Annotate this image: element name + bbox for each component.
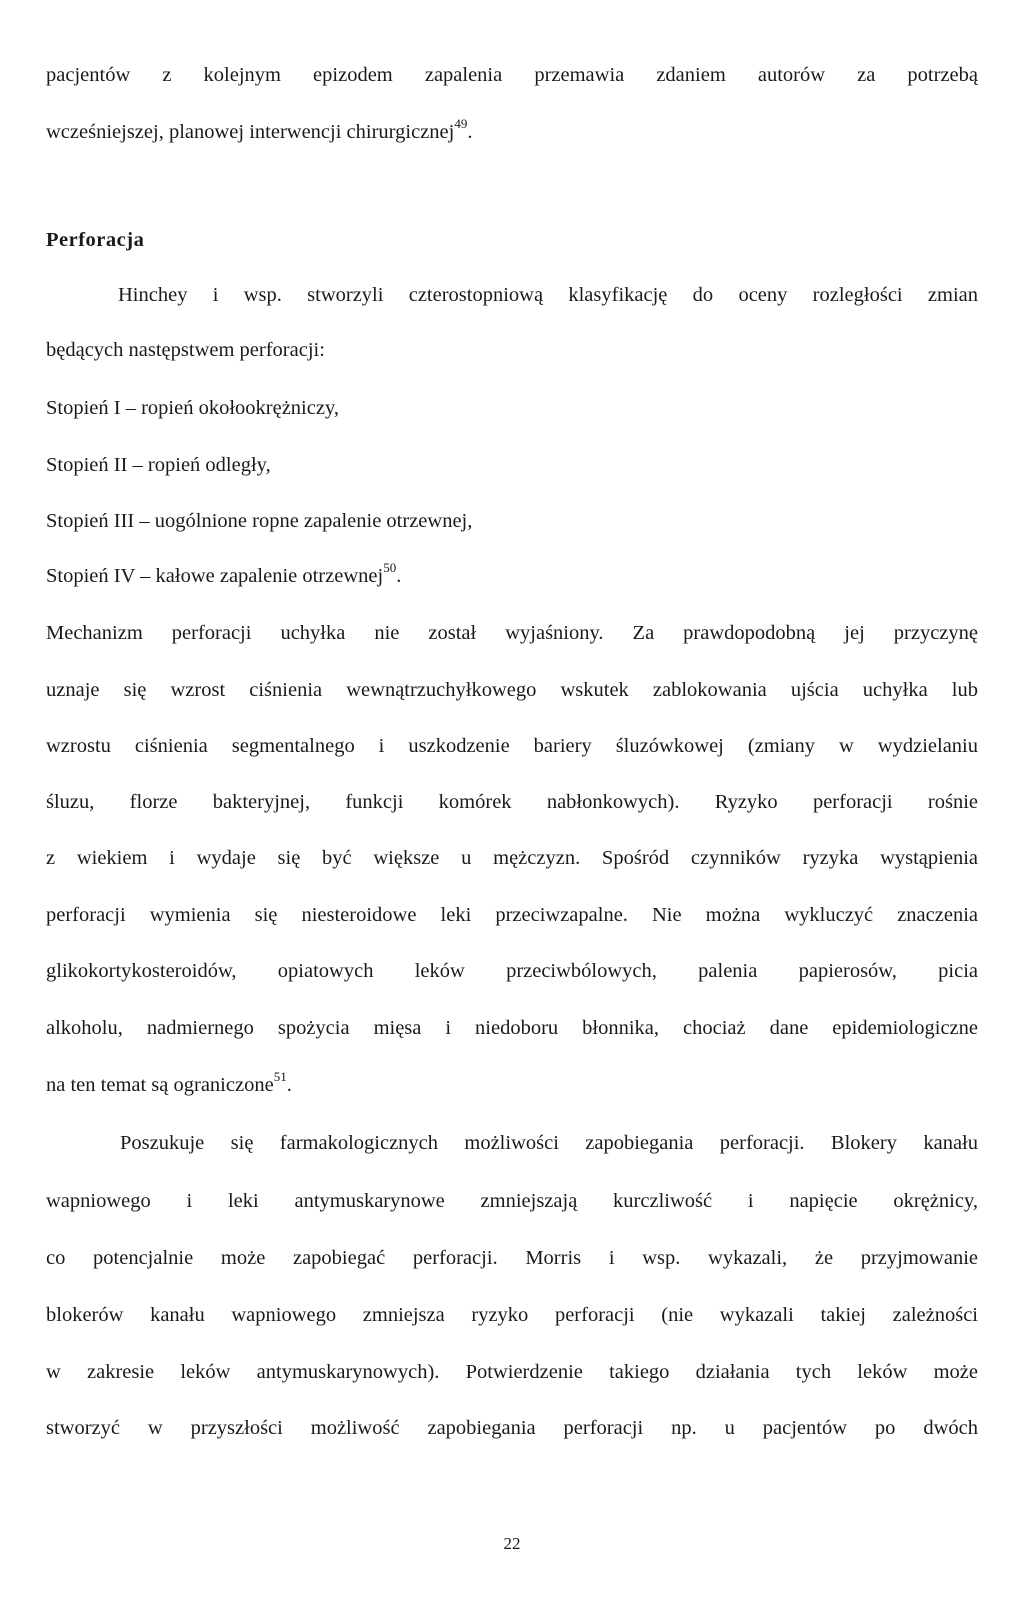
footnote-ref: 50 bbox=[383, 560, 397, 576]
paragraph-line: co potencjalnie może zapobiegać perforacji. Morris i wsp. wykazali, że przyjmowanie bbox=[46, 1247, 978, 1269]
section-heading: Perforacja bbox=[46, 229, 145, 251]
line-end: . bbox=[467, 121, 473, 143]
paragraph-line: perforacji wymienia się niesteroidowe leki przeciwzapalne. Nie można wykluczyć znaczenia bbox=[46, 904, 978, 926]
paragraph-line: alkoholu, nadmiernego spożycia mięsa i niedoboru błonnika, chociaż dane epidemiologiczne bbox=[46, 1017, 978, 1039]
line-end: . bbox=[396, 565, 402, 587]
paragraph-line bbox=[46, 1069, 978, 1098]
paragraph-line: z wiekiem i wydaje się być większe u mężczyzn. Spośród czynników ryzyka wystąpienia bbox=[46, 847, 978, 869]
line-text: wcześniejszej, planowej interwencji chirurgicznej bbox=[46, 121, 455, 143]
line-end: . bbox=[286, 1074, 292, 1096]
paragraph-line: śluzu, florze bakteryjnej, funkcji komórek nabłonkowych). Ryzyko perforacji rośnie bbox=[46, 791, 978, 813]
paragraph-line: wapniowego i leki antymuskarynowe zmniejszają kurczliwość i napięcie okrężnicy, bbox=[46, 1190, 978, 1212]
stage-item: Stopień I – ropień okołookrężniczy, bbox=[46, 397, 339, 419]
paragraph-line: pacjentów z kolejnym epizodem zapalenia przemawia zdaniem autorów za potrzebą bbox=[46, 64, 978, 86]
paragraph-line: Hinchey i wsp. stworzyli czterostopniową klasyfikację do oceny rozległości zmian bbox=[118, 284, 978, 306]
paragraph-line: blokerów kanału wapniowego zmniejsza ryzyko perforacji (nie wykazali takiej zależności bbox=[46, 1304, 978, 1326]
paragraph-line: glikokortykosteroidów, opiatowych leków przeciwbólowych, palenia papierosów, picia bbox=[46, 960, 978, 982]
paragraph-line: Mechanizm perforacji uchyłka nie został wyjaśniony. Za prawdopodobną jej przyczynę bbox=[46, 622, 978, 644]
line-text: Stopień IV – kałowe zapalenie otrzewnej bbox=[46, 565, 384, 587]
footnote-ref: 51 bbox=[273, 1069, 287, 1085]
footnote-ref: 49 bbox=[454, 116, 468, 132]
paragraph-line bbox=[46, 116, 978, 145]
paragraph-line: stworzyć w przyszłości możliwość zapobiegania perforacji np. u pacjentów po dwóch bbox=[46, 1417, 978, 1439]
paragraph-line: Poszukuje się farmakologicznych możliwości zapobiegania perforacji. Blokery kanału bbox=[120, 1132, 978, 1154]
stage-item: Stopień II – ropień odległy, bbox=[46, 454, 271, 476]
paragraph-line: w zakresie leków antymuskarynowych). Potwierdzenie takiego działania tych leków może bbox=[46, 1361, 978, 1383]
stage-item bbox=[46, 560, 978, 589]
page-number: 22 bbox=[503, 1534, 521, 1553]
paragraph-line: wzrostu ciśnienia segmentalnego i uszkodzenie bariery śluzówkowej (zmiany w wydzielaniu bbox=[46, 735, 978, 757]
paragraph-line: uznaje się wzrost ciśnienia wewnątrzuchyłkowego wskutek zablokowania ujścia uchyłka lub bbox=[46, 679, 978, 701]
line-text: na ten temat są ograniczone bbox=[46, 1074, 274, 1096]
stage-item: Stopień III – uogólnione ropne zapalenie otrzewnej, bbox=[46, 510, 473, 532]
paragraph-line: będących następstwem perforacji: bbox=[46, 339, 325, 361]
